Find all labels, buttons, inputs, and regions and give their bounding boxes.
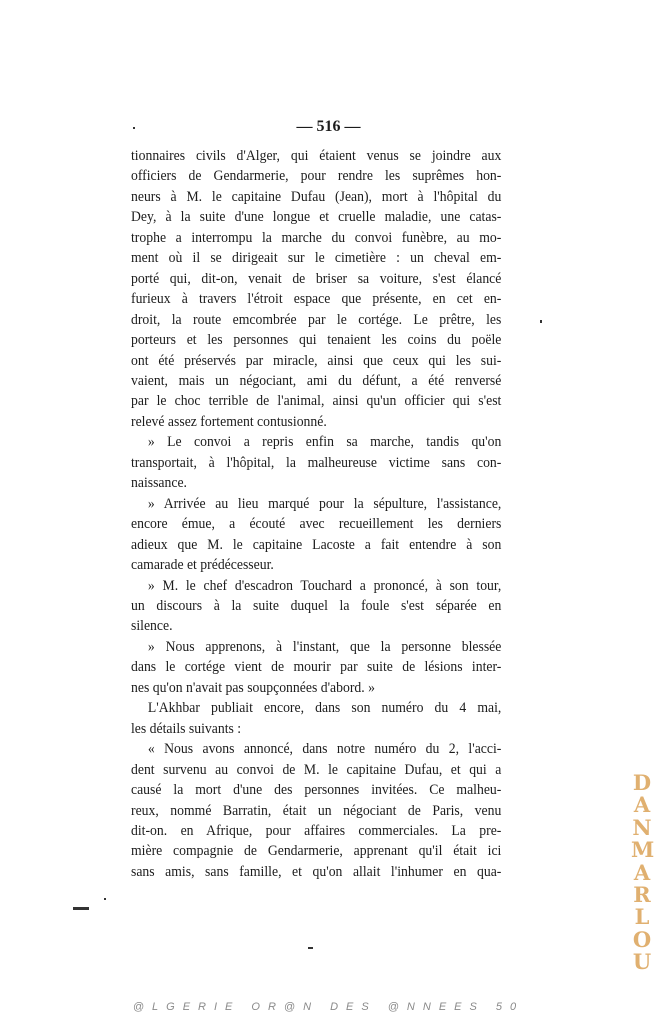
text-line: reux, nommé Barratin, était un négociant de Paris, venu xyxy=(131,802,502,819)
scan-speck xyxy=(133,127,135,129)
paragraph xyxy=(131,432,501,493)
watermark-letter: N xyxy=(632,814,652,840)
watermark-letter: U xyxy=(632,949,652,975)
text-line: » M. le chef d'escadron Touchard a prononcé, à son tour, xyxy=(147,577,502,594)
paragraph xyxy=(131,576,501,637)
text-line: « Nous avons annoncé, dans notre numéro du 2, l'acci- xyxy=(147,741,502,758)
footer-text: @LGERIE OR@N DES @NNEES 50 xyxy=(132,1001,525,1013)
paragraph xyxy=(131,739,501,882)
watermark-letter: M xyxy=(631,837,655,863)
text-line: porteurs et les personnes qui tenaient les coins du poële xyxy=(131,332,502,349)
text-line: mière compagnie de Gendarmerie, apprenant qu'il était ici xyxy=(131,843,502,860)
watermark-letter: A xyxy=(633,792,651,818)
paragraph xyxy=(131,494,501,576)
watermark-letter: A xyxy=(633,859,651,885)
text-line: furieux à travers l'étroit espace que présente, en cet en- xyxy=(131,291,502,308)
text-line: naissance. xyxy=(131,475,188,492)
watermark-letter: D xyxy=(632,770,652,795)
text-line: dit-on. en Afrique, pour affaires commerciales. La pre- xyxy=(131,822,502,839)
scan-speck xyxy=(540,320,542,323)
scan-speck xyxy=(104,898,106,900)
text-line: camarade et prédécesseur. xyxy=(131,557,274,574)
text-line: L'Akhbar publiait encore, dans son numéro du 4 mai, xyxy=(147,700,502,717)
text-line: ont été préservés par miracle, ainsi que ceux qui les sui- xyxy=(131,352,502,369)
text-line: neurs à M. le capitaine Dufau (Jean), mort à l'hôpital du xyxy=(131,188,502,205)
text-line: adieux que M. le capitaine Lacoste a fait entendre à son xyxy=(131,536,502,553)
text-line: silence. xyxy=(131,618,173,635)
text-line: officiers de Gendarmerie, pour rendre les suprêmes hon- xyxy=(131,168,502,185)
text-line: » Arrivée au lieu marqué pour la sépulture, l'assistance, xyxy=(147,495,502,512)
paragraph xyxy=(131,637,501,698)
text-line: par le choc terrible de l'animal, ainsi qu'un officier qui s'est xyxy=(131,393,502,410)
text-line: trophe a interrompu la marche du convoi funèbre, au mo- xyxy=(131,229,502,246)
scan-speck xyxy=(308,947,313,949)
text-line: » Le convoi a repris enfin sa marche, tandis qu'on xyxy=(147,434,502,451)
watermark-letter: O xyxy=(632,926,652,952)
text-line: causé la mort d'une des personnes invitées. Ce malheu- xyxy=(131,782,502,799)
paragraph xyxy=(131,698,501,739)
text-line: porté qui, dit-on, venait de briser sa voiture, s'est élancé xyxy=(131,270,502,287)
text-line: dans le cortége vient de mourir par suite de lésions inter- xyxy=(131,659,502,676)
text-line: relevé assez fortement contusionné. xyxy=(131,413,327,430)
watermark-letter: L xyxy=(634,904,650,930)
page-number: — 516 — xyxy=(296,118,361,135)
text-line: Dey, à la suite d'une longue et cruelle maladie, une catas- xyxy=(131,209,502,226)
text-line: les détails suivants : xyxy=(131,720,242,737)
text-line: nes qu'on n'avait pas soupçonnées d'abord. » xyxy=(131,679,376,696)
text-line: transportait, à l'hôpital, la malheureuse victime sans con- xyxy=(131,454,502,471)
text-line: ment où il se dirigeait sur le cimetière : un cheval em- xyxy=(131,250,502,267)
paragraph xyxy=(131,146,501,432)
watermark-letter: R xyxy=(633,882,651,908)
text-line: encore émue, a écouté avec recueillement les derniers xyxy=(131,516,502,533)
text-line: vaient, mais un négociant, ami du défunt, a été renversé xyxy=(131,372,502,389)
text-line: tionnaires civils d'Alger, qui étaient venus se joindre aux xyxy=(131,148,502,164)
scan-speck xyxy=(73,907,89,910)
text-line: un discours à la suite duquel la foule s'est séparée en xyxy=(131,597,502,614)
text-line: » Nous apprenons, à l'instant, que la personne blessée xyxy=(147,638,502,655)
text-line: sans amis, sans famille, et qu'on allait l'inhumer en qua- xyxy=(131,863,502,880)
body-text xyxy=(131,146,501,882)
watermark-vertical xyxy=(631,772,653,974)
text-line: dent survenu au convoi de M. le capitaine Dufau, et qui a xyxy=(131,761,502,778)
text-line: droit, la route emcombrée par le cortége. Le prêtre, les xyxy=(131,311,502,328)
